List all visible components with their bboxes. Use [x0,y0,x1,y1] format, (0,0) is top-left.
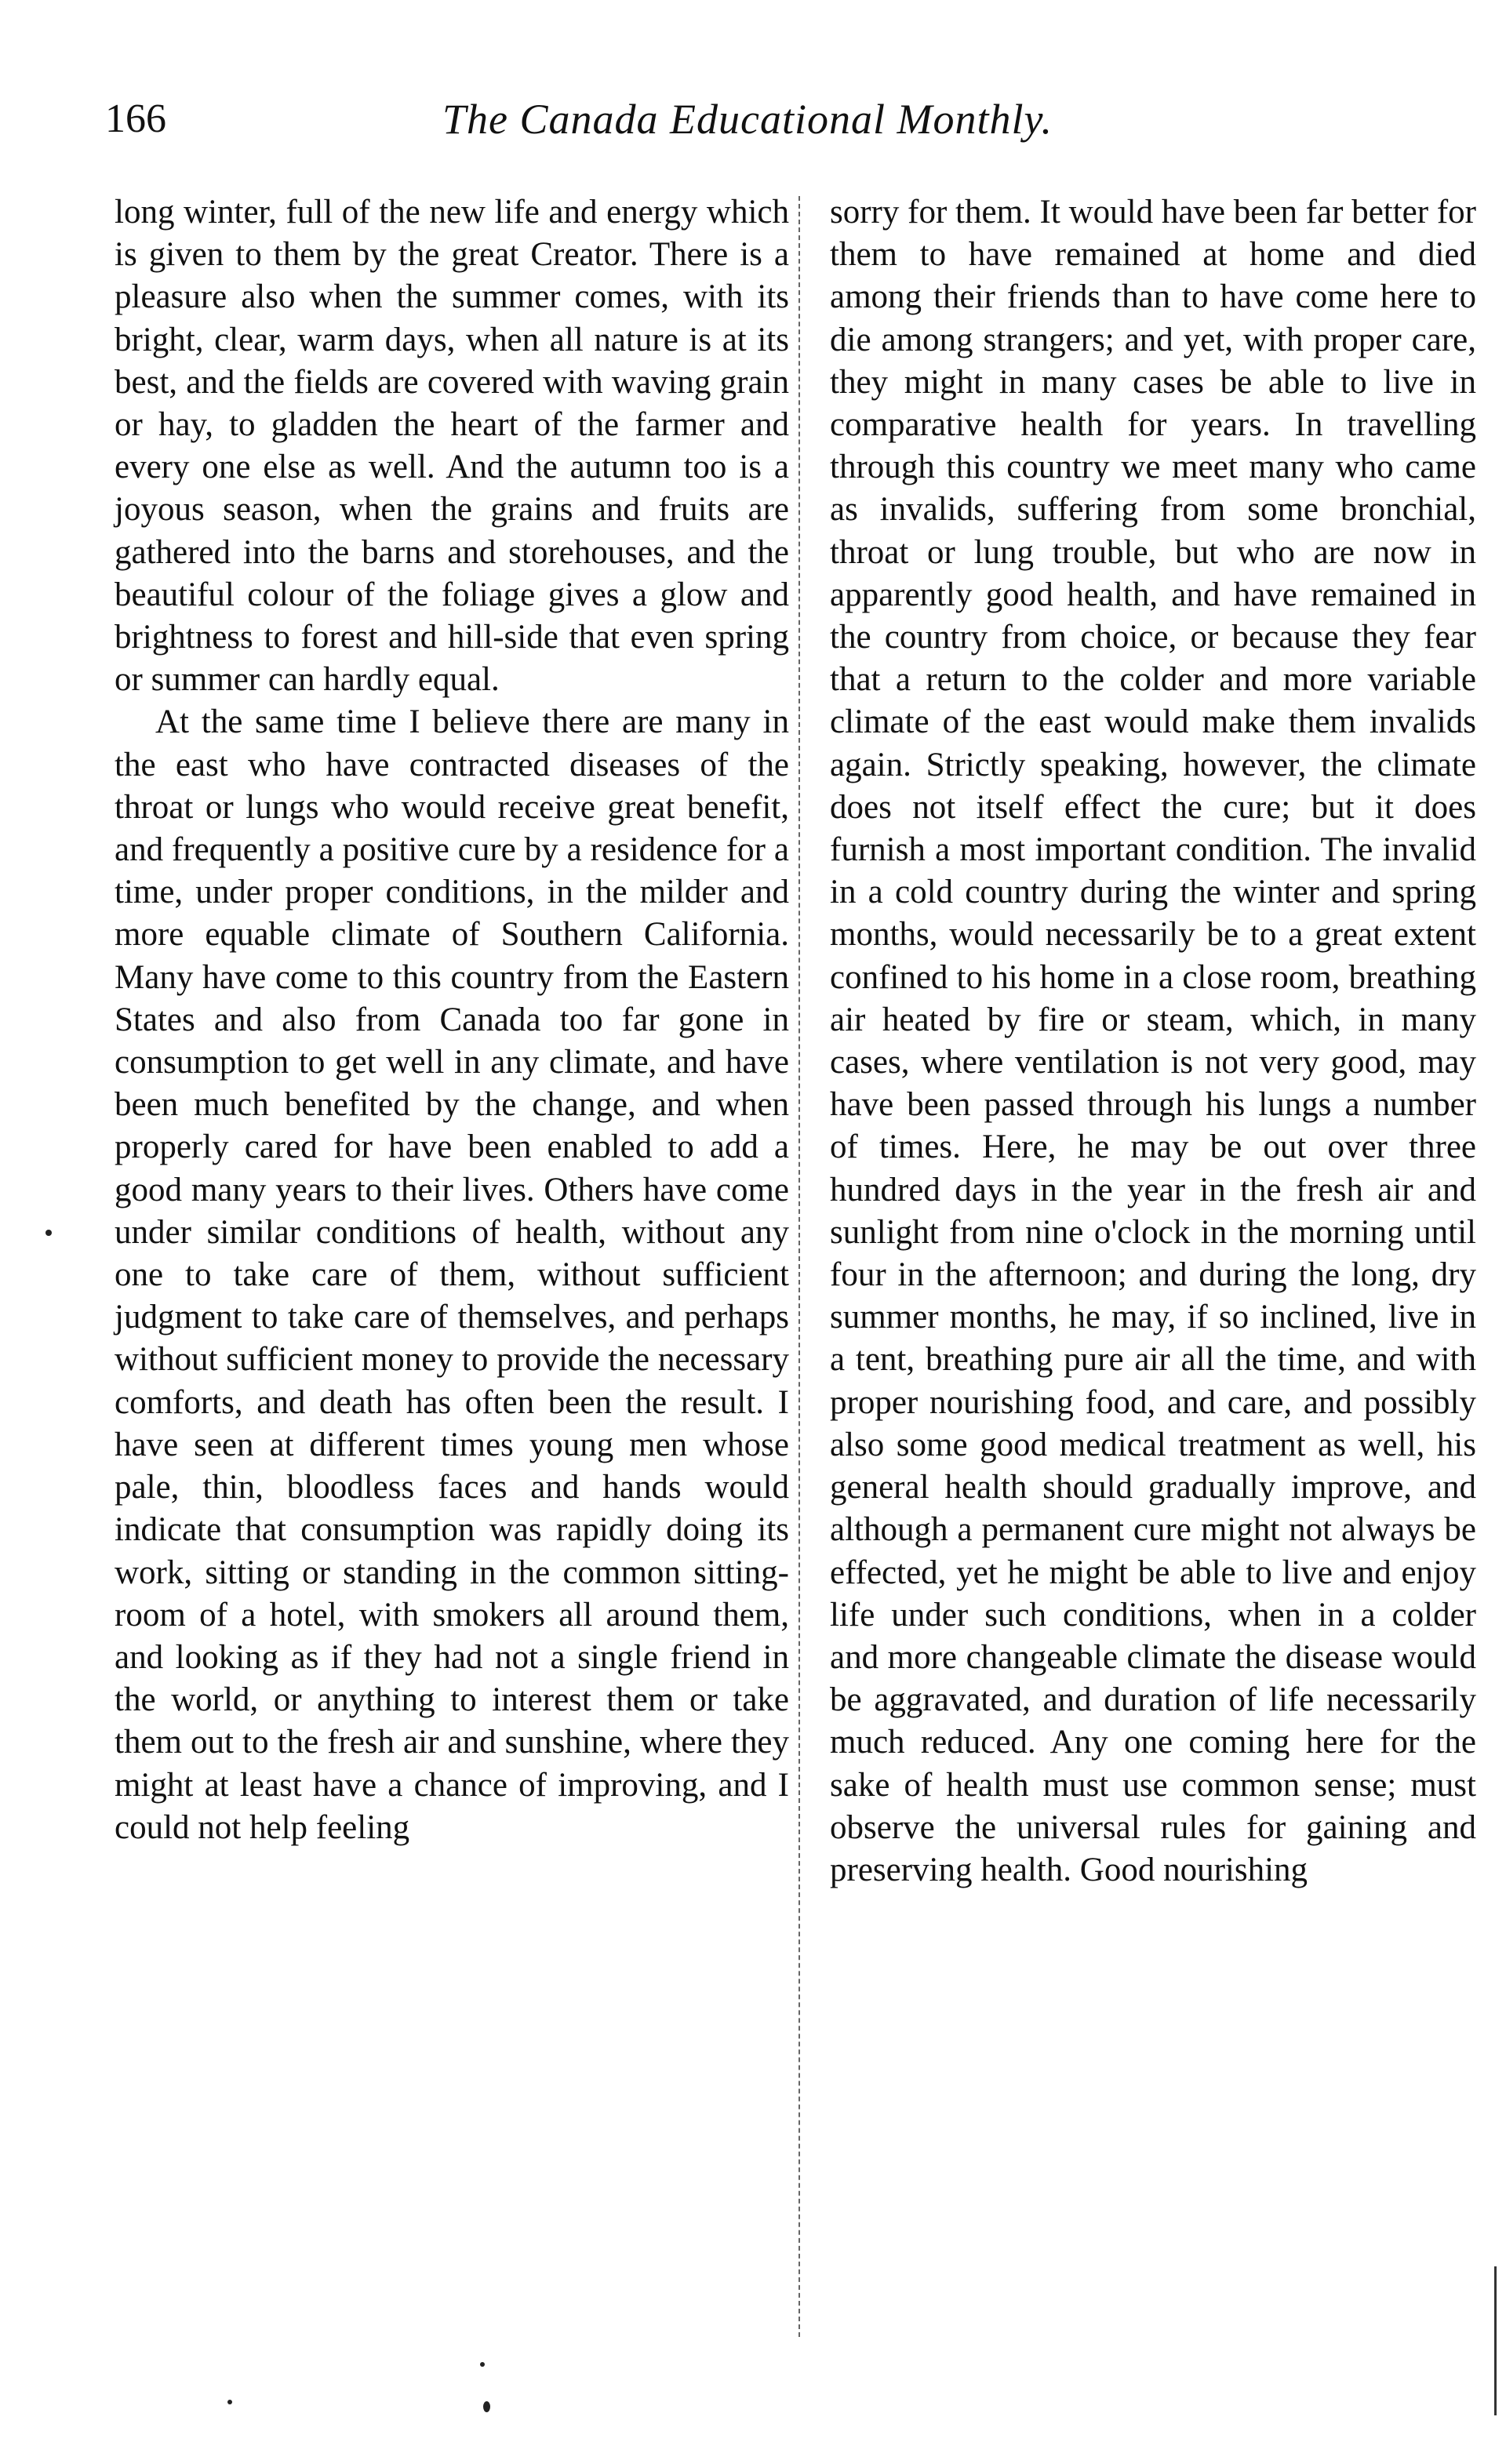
ink-speck [45,1230,52,1236]
column-divider [798,196,800,2337]
ink-speck [483,2401,490,2412]
ink-speck [480,2362,485,2367]
page-header [105,88,1164,151]
page-number: 166 [105,96,166,141]
ink-speck [227,2400,232,2404]
running-title: The Canada Educational Monthly. [442,96,1053,143]
right-paragraph-1: sorry for them. It would have been far better for them to have remained at home and died among their friends than to have come here to die among strangers; and yet, with proper care, they might in many cases be able to live in comparative health for years. In travelling through this country we meet many who came as invalids, suffering from some bronchial, throat or lung trouble, but who are now in apparently good health, and have remained in the country from choice, or because they fear that a return to the colder and more variable climate of the east would make them invalids again. Strictly speaking, however, the climate does not itself effect the cure; but it does furnish a most important condition. The invalid in a cold country during the winter and spring months, would necessarily be to a great extent confined to his home in a close room, breathing air heated by fire or steam, which, in many cases, where ventilation is not very good, may have been passed through his lungs a number of times. Here, he may be out over three hundred days in the year in the fresh air and sunlight from nine o'clock in the morning until four in the afternoon; and during the long, dry summer months, he may, if so inclined, live in a tent, breathing pure air all the time, and with proper nourishing food, and care, and possibly also some good medical treatment as well, his general health should gradually improve, and although a permanent cure might not always be effected, yet he might be able to live and enjoy life under such conditions, when in a colder and more changeable climate the disease would be aggravated, and duration of life necessarily much reduced. Any one coming here for the sake of health must use common sense; must observe the universal rules for gaining and preserving health. Good nourishing [830,194,1476,1888]
left-column [115,191,789,1849]
left-paragraph-1: long winter, full of the new life and energy which is given to them by the great Creator. There is a pleasure also when the summer comes, with its bright, clear, warm days, when all nature is at its best, and the fields are covered with waving grain or hay, to gladden the heart of the farmer and every one else as well. And the autumn too is a joyous season, when the grains and fruits are gathered into the barns and storehouses, and the beautiful colour of the foliage gives a glow and brightness to forest and hill-side that even spring or summer can hardly equal. [115,194,789,699]
left-paragraph-2: At the same time I believe there are many in the east who have contracted diseases of the throat or lungs who would receive great benefit, and frequently a positive cure by a residence for a time, under proper conditions, in the milder and more equable climate of Southern California. Many have come to this country from the Eastern States and also from Canada too far gone in consumption to get well in any climate, and have been much benefited by the change, and when properly cared for have been enabled to add a good many years to their lives. Others have come under similar conditions of health, without any one to take care of them, without sufficient judgment to take care of themselves, and perhaps without sufficient money to provide the necessary comforts, and death has often been the result. I have seen at different times young men whose pale, thin, bloodless faces and hands would indicate that consumption was rapidly doing its work, sitting or standing in the common sitting-room of a hotel, with smokers all around them, and looking as if they had not a single friend in the world, or anything to interest them or take them out to the fresh air and sunshine, where they might at least have a chance of improving, and I could not help feeling [115,703,789,1846]
page-edge-mark [1494,2266,1497,2415]
right-column [830,191,1476,1892]
